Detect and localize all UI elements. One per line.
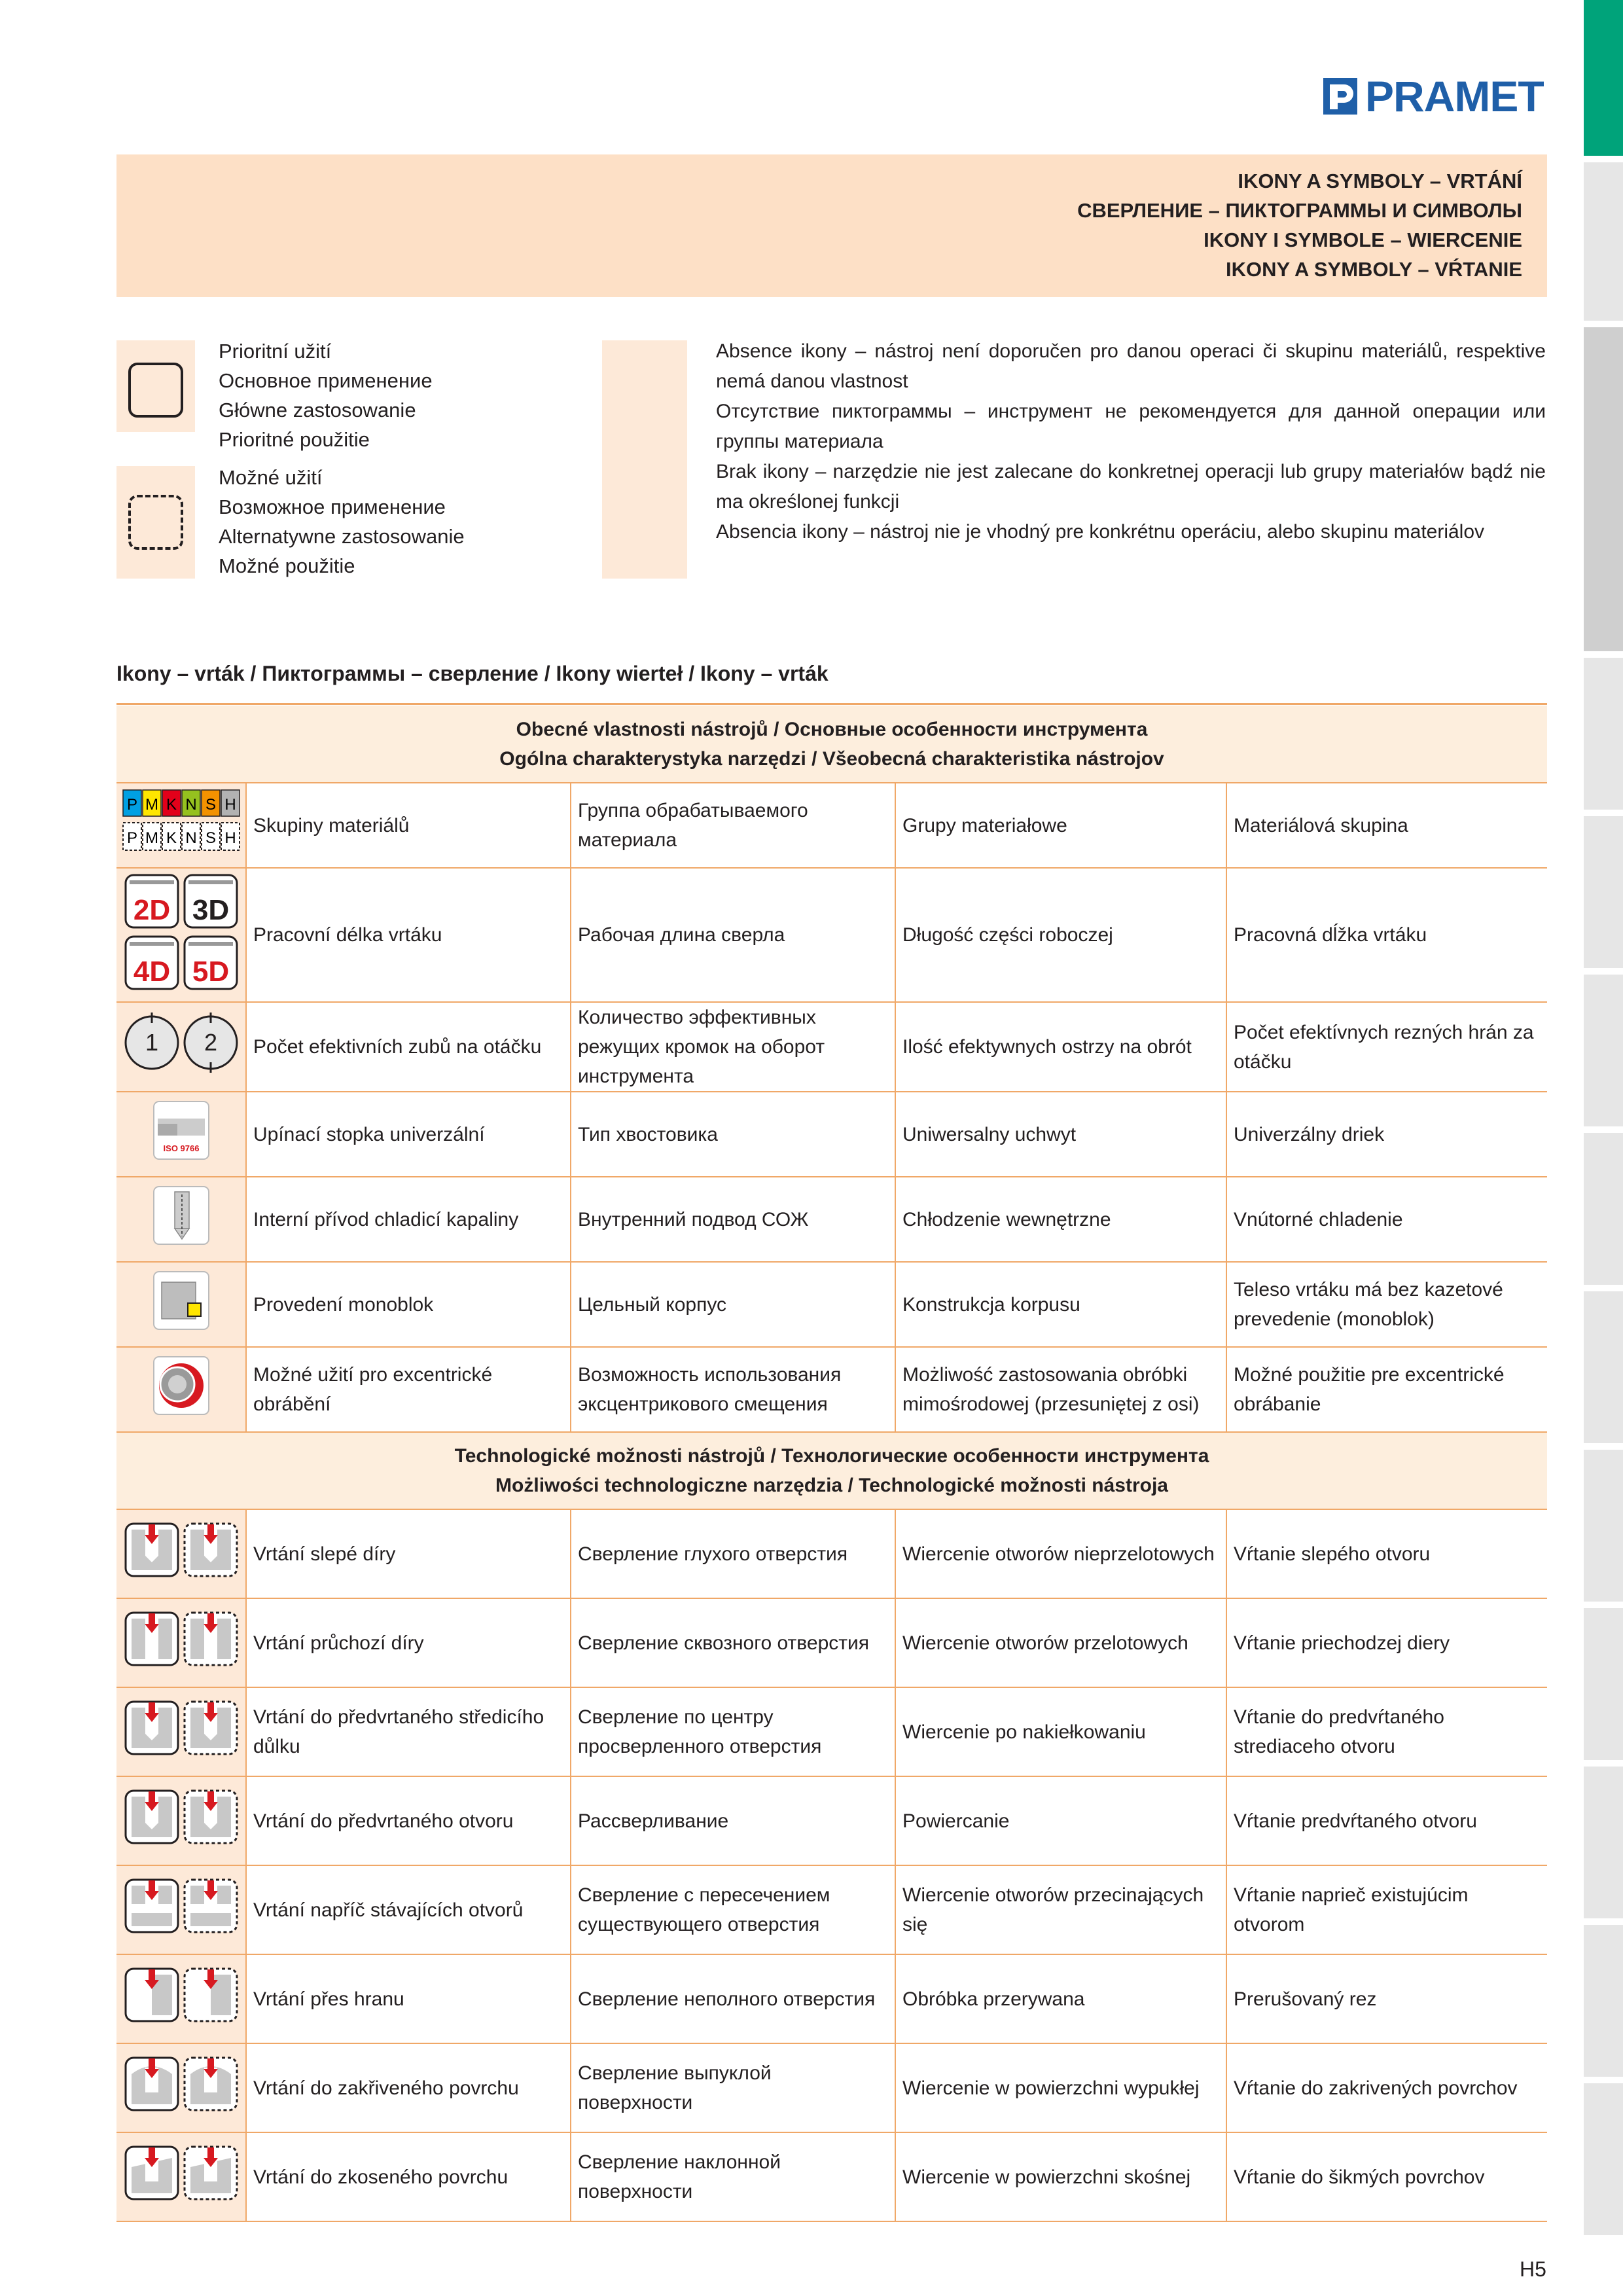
legend-absence-cs: Absence ikony – nástroj není doporučen pro danou operaci či skupinu materiálů, respektive nemá danou vlastnost bbox=[716, 340, 1546, 392]
cell-sk: Vŕtanie priechodzej diery bbox=[1226, 1598, 1547, 1687]
legend-absence-sk: Absencia ikony – nástroj nie je vhodný pre konkrétnu operáciu, alebo skupinu materiálov bbox=[716, 521, 1485, 543]
cell-sk: Počet efektívnych rezných hrán za otáčku bbox=[1226, 1002, 1547, 1092]
blind-hole-icon-pair bbox=[116, 1509, 246, 1598]
page-title-cs: IKONY A SYMBOLY – VRTÁNÍ bbox=[1238, 170, 1522, 192]
cell-pl: Wiercenie w powierzchni wypukłej bbox=[895, 2043, 1226, 2132]
cell-pl: Wiercenie otworów przecinających się bbox=[895, 1865, 1226, 1954]
cell-cs: Pracovní délka vrtáku bbox=[246, 868, 571, 1002]
teeth-label: 2 bbox=[204, 1029, 217, 1056]
teeth-label: 1 bbox=[145, 1029, 158, 1056]
material-letter: K bbox=[166, 829, 177, 847]
table-row bbox=[116, 1509, 1547, 1598]
cell-sk: Univerzálny driek bbox=[1226, 1092, 1547, 1177]
table-row bbox=[116, 1002, 1547, 1092]
cell-pl: Wiercenie otworów nieprzelotowych bbox=[895, 1509, 1226, 1598]
predrilled-icon bbox=[124, 1789, 180, 1845]
cell-ru: Сверление по центру просверленного отверстия bbox=[571, 1687, 895, 1776]
iso-label: ISO 9766 bbox=[163, 1143, 199, 1153]
cell-sk: Vnútorné chladenie bbox=[1226, 1177, 1547, 1262]
cell-sk: Vŕtanie slepého otvoru bbox=[1226, 1509, 1547, 1598]
side-tab[interactable] bbox=[1584, 1450, 1623, 1602]
table-row bbox=[116, 2132, 1547, 2221]
section-header-general bbox=[116, 706, 1547, 783]
cell-cs: Vrtání do předvrtaného středicího důlku bbox=[246, 1687, 571, 1776]
pramet-logo-mark-icon bbox=[1322, 75, 1360, 117]
cell-ru: Рабочая длина сверла bbox=[571, 868, 895, 1002]
shank-icon bbox=[116, 1092, 246, 1177]
cell-sk: Prerušovaný rez bbox=[1226, 1954, 1547, 2043]
cell-pl: Chłodzenie wewnętrzne bbox=[895, 1177, 1226, 1262]
cell-cs: Vrtání přes hranu bbox=[246, 1954, 571, 2043]
cell-ru: Группа обрабатываемого материала bbox=[571, 783, 895, 868]
cell-cs: Interní přívod chladicí kapaliny bbox=[246, 1177, 571, 1262]
side-tab[interactable] bbox=[1584, 1133, 1623, 1285]
cell-sk: Vŕtanie naprieč existujúcim otvorom bbox=[1226, 1865, 1547, 1954]
table-row bbox=[116, 783, 1547, 868]
legend-possible-pl: Alternatywne zastosowanie bbox=[219, 525, 465, 548]
cell-sk: Teleso vrtáku má bez kazetové prevedenie (monoblok) bbox=[1226, 1262, 1547, 1347]
table-row bbox=[116, 1092, 1547, 1177]
eccentric-icon bbox=[116, 1347, 246, 1432]
convex-surface-icon-pair bbox=[116, 2043, 246, 2132]
cell-sk: Vŕtanie do zakrivených povrchov bbox=[1226, 2043, 1547, 2132]
title-box bbox=[116, 154, 1547, 297]
side-tab[interactable] bbox=[1584, 1925, 1623, 2077]
cell-ru: Сверление выпуклой поверхности bbox=[571, 2043, 895, 2132]
material-letter: M bbox=[145, 829, 158, 847]
cell-pl: Ilość efektywnych ostrzy na obrót bbox=[895, 1002, 1226, 1092]
cell-pl: Długość części roboczej bbox=[895, 868, 1226, 1002]
side-tab[interactable] bbox=[1584, 1767, 1623, 1918]
side-tab[interactable] bbox=[1584, 162, 1623, 321]
material-letter: P bbox=[126, 795, 137, 814]
legend-absence-ru: Отсутствие пиктограммы – инструмент не рекомендуется для данной операции или группы материала bbox=[716, 401, 1546, 452]
side-tab[interactable] bbox=[1584, 975, 1623, 1126]
cell-sk: Materiálová skupina bbox=[1226, 783, 1547, 868]
page-title-pl: IKONY I SYMBOLE – WIERCENIE bbox=[1204, 228, 1522, 251]
cell-ru: Возможность использования эксцентрикового смещения bbox=[571, 1347, 895, 1432]
cell-pl: Konstrukcja korpusu bbox=[895, 1262, 1226, 1347]
material-letter: K bbox=[166, 795, 177, 814]
legend-priority-sk: Prioritné použitie bbox=[219, 428, 370, 451]
cell-ru: Сверление наклонной поверхности bbox=[571, 2132, 895, 2221]
cell-pl: Uniwersalny uchwyt bbox=[895, 1092, 1226, 1177]
through-hole-icon-pair bbox=[116, 1598, 246, 1687]
material-letter: S bbox=[205, 795, 216, 814]
section-header-technology bbox=[116, 1432, 1547, 1509]
length-label: 3D bbox=[192, 894, 229, 926]
material-groups-icon bbox=[116, 783, 246, 868]
cell-cs: Vrtání do zakřiveného povrchu bbox=[246, 2043, 571, 2132]
cell-ru: Цельный корпус bbox=[571, 1262, 895, 1347]
cross-hole-icon bbox=[124, 1878, 180, 1934]
legend-priority-ru: Основное применение bbox=[219, 369, 433, 392]
cell-pl: Obróbka przerywana bbox=[895, 1954, 1226, 2043]
through-hole-icon-possible bbox=[183, 1611, 239, 1667]
material-letter: P bbox=[126, 829, 137, 847]
cell-cs: Vrtání do předvrtaného otvoru bbox=[246, 1776, 571, 1865]
blind-hole-icon bbox=[124, 1522, 180, 1578]
top-divider bbox=[116, 703, 1547, 705]
table-row bbox=[116, 1865, 1547, 1954]
legend-priority-swatch bbox=[116, 340, 195, 432]
cell-cs: Počet efektivních zubů na otáčku bbox=[246, 1002, 571, 1092]
page-number: H5 bbox=[1520, 2257, 1546, 2281]
length-label: 5D bbox=[192, 956, 229, 988]
cell-ru: Внутренний подвод СОЖ bbox=[571, 1177, 895, 1262]
blind-hole-icon-possible bbox=[183, 1522, 239, 1578]
side-tab[interactable] bbox=[1584, 658, 1623, 810]
cell-pl: Wiercenie w powierzchni skośnej bbox=[895, 2132, 1226, 2221]
cell-pl: Wiercenie po nakiełkowaniu bbox=[895, 1687, 1226, 1776]
material-letter: H bbox=[224, 795, 236, 814]
legend-priority-pl: Główne zastosowanie bbox=[219, 399, 416, 422]
convex-surface-icon bbox=[124, 2056, 180, 2112]
side-tab[interactable] bbox=[1584, 1291, 1623, 1443]
side-tab-active[interactable] bbox=[1584, 0, 1623, 156]
cell-sk: Vŕtanie do šikmých povrchov bbox=[1226, 2132, 1547, 2221]
logo-text: PRAMET bbox=[1365, 72, 1544, 120]
center-drilled-icon-possible bbox=[183, 1700, 239, 1756]
table-row bbox=[116, 1598, 1547, 1687]
cell-cs: Vrtání napříč stávajících otvorů bbox=[246, 1865, 571, 1954]
predrilled-icon-possible bbox=[183, 1789, 239, 1845]
table-row bbox=[116, 1954, 1547, 2043]
internal-coolant-icon bbox=[116, 1177, 246, 1262]
cell-ru: Сверление сквозного отверстия bbox=[571, 1598, 895, 1687]
edge-drilling-icon bbox=[124, 1967, 180, 2023]
legend-absence-swatch bbox=[602, 340, 687, 579]
dashed-frame-icon bbox=[128, 495, 183, 550]
cell-ru: Сверление глухого отверстия bbox=[571, 1509, 895, 1598]
table-row bbox=[116, 1262, 1547, 1347]
legend-priority-cs: Prioritní užití bbox=[219, 340, 332, 363]
edge-drilling-icon-possible bbox=[183, 1967, 239, 2023]
material-letter: S bbox=[205, 829, 216, 847]
cell-cs: Možné užití pro excentrické obrábění bbox=[246, 1347, 571, 1432]
length-label: 2D bbox=[133, 894, 170, 926]
cell-cs: Provedení monoblok bbox=[246, 1262, 571, 1347]
cell-pl: Powiercanie bbox=[895, 1776, 1226, 1865]
section-title-tech-2: Możliwości technologiczne narzędzia / Technologické možnosti nástroja bbox=[495, 1475, 1168, 1496]
cell-cs: Skupiny materiálů bbox=[246, 783, 571, 868]
page-title-sk: IKONY A SYMBOLY – VŔTANIE bbox=[1225, 258, 1522, 281]
legend-absence-pl: Brak ikony – narzędzie nie jest zalecane do konkretnej operacji lub grupy materiałów bądź nie ma określonej funkcji bbox=[716, 461, 1546, 512]
convex-surface-icon-possible bbox=[183, 2056, 239, 2112]
cell-pl: Wiercenie otworów przelotowych bbox=[895, 1598, 1226, 1687]
cell-ru: Количество эффективных режущих кромок на оборот инструмента bbox=[571, 1002, 895, 1092]
monoblock-icon bbox=[116, 1262, 246, 1347]
inclined-surface-icon-pair bbox=[116, 2132, 246, 2221]
legend-possible-swatch bbox=[116, 466, 195, 579]
page-title-ru: СВЕРЛЕНИЕ – ПИКТОГРАММЫ И СИМВОЛЫ bbox=[1077, 199, 1522, 222]
table-row bbox=[116, 1347, 1547, 1432]
section-title-general-1: Obecné vlastnosti nástrojů / Основные особенности инструмента bbox=[516, 718, 1148, 740]
section-title-general-2: Ogólna charakterystyka narzędzi / Všeobecná charakteristika nástrojov bbox=[499, 747, 1164, 770]
cell-ru: Сверление неполного отверстия bbox=[571, 1954, 895, 2043]
inclined-surface-icon bbox=[124, 2145, 180, 2201]
cell-cs: Upínací stopka univerzální bbox=[246, 1092, 571, 1177]
table-row bbox=[116, 2043, 1547, 2132]
legend-possible-ru: Возможное применение bbox=[219, 495, 446, 518]
side-tab[interactable] bbox=[1584, 327, 1623, 651]
section-title-tech-1: Technologické možnosti nástrojů / Технологические особенности инструмента bbox=[454, 1445, 1209, 1467]
legend-possible-cs: Možné užití bbox=[219, 466, 323, 489]
table-row bbox=[116, 1687, 1547, 1776]
material-letter: N bbox=[185, 829, 197, 847]
material-letter: H bbox=[224, 829, 236, 847]
material-letter: M bbox=[145, 795, 158, 814]
cell-sk: Vŕtanie do predvŕtaného strediaceho otvoru bbox=[1226, 1687, 1547, 1776]
center-drilled-icon-pair bbox=[116, 1687, 246, 1776]
cross-hole-icon-pair bbox=[116, 1865, 246, 1954]
cell-sk: Vŕtanie predvŕtaného otvoru bbox=[1226, 1776, 1547, 1865]
predrilled-icon-pair bbox=[116, 1776, 246, 1865]
material-letter: N bbox=[185, 795, 197, 814]
side-tab[interactable] bbox=[1584, 2083, 1623, 2235]
cell-cs: Vrtání do zkoseného povrchu bbox=[246, 2132, 571, 2221]
cell-sk: Možné použitie pre excentrické obrábanie bbox=[1226, 1347, 1547, 1432]
center-drilled-icon bbox=[124, 1700, 180, 1756]
side-tab[interactable] bbox=[1584, 816, 1623, 968]
cell-ru: Сверление с пересечением существующего отверстия bbox=[571, 1865, 895, 1954]
cell-pl: Grupy materiałowe bbox=[895, 783, 1226, 868]
cell-pl: Możliwość zastosowania obróbki mimośrodowej (przesuniętej z osi) bbox=[895, 1347, 1226, 1432]
pramet-logo bbox=[1322, 73, 1544, 119]
cell-ru: Рассверливание bbox=[571, 1776, 895, 1865]
table-row bbox=[116, 868, 1547, 1002]
side-tab[interactable] bbox=[1584, 1608, 1623, 1760]
effective-teeth-icon bbox=[116, 1002, 246, 1092]
table-row bbox=[116, 1177, 1547, 1262]
cell-cs: Vrtání průchozí díry bbox=[246, 1598, 571, 1687]
table-row bbox=[116, 1776, 1547, 1865]
solid-frame-icon bbox=[128, 363, 183, 418]
cell-ru: Тип хвостовика bbox=[571, 1092, 895, 1177]
icons-table bbox=[116, 706, 1547, 2222]
cell-sk: Pracovná dĺžka vrtáku bbox=[1226, 868, 1547, 1002]
section-heading: Ikony – vrták / Пиктограммы – сверление / Ikony wierteł / Ikony – vrták bbox=[116, 662, 829, 685]
cell-cs: Vrtání slepé díry bbox=[246, 1509, 571, 1598]
drill-length-icon bbox=[116, 868, 246, 1002]
cross-hole-icon-possible bbox=[183, 1878, 239, 1934]
legend-possible-sk: Možné použitie bbox=[219, 554, 355, 577]
length-label: 4D bbox=[133, 956, 170, 988]
edge-drilling-icon-pair bbox=[116, 1954, 246, 2043]
through-hole-icon bbox=[124, 1611, 180, 1667]
inclined-surface-icon-possible bbox=[183, 2145, 239, 2201]
